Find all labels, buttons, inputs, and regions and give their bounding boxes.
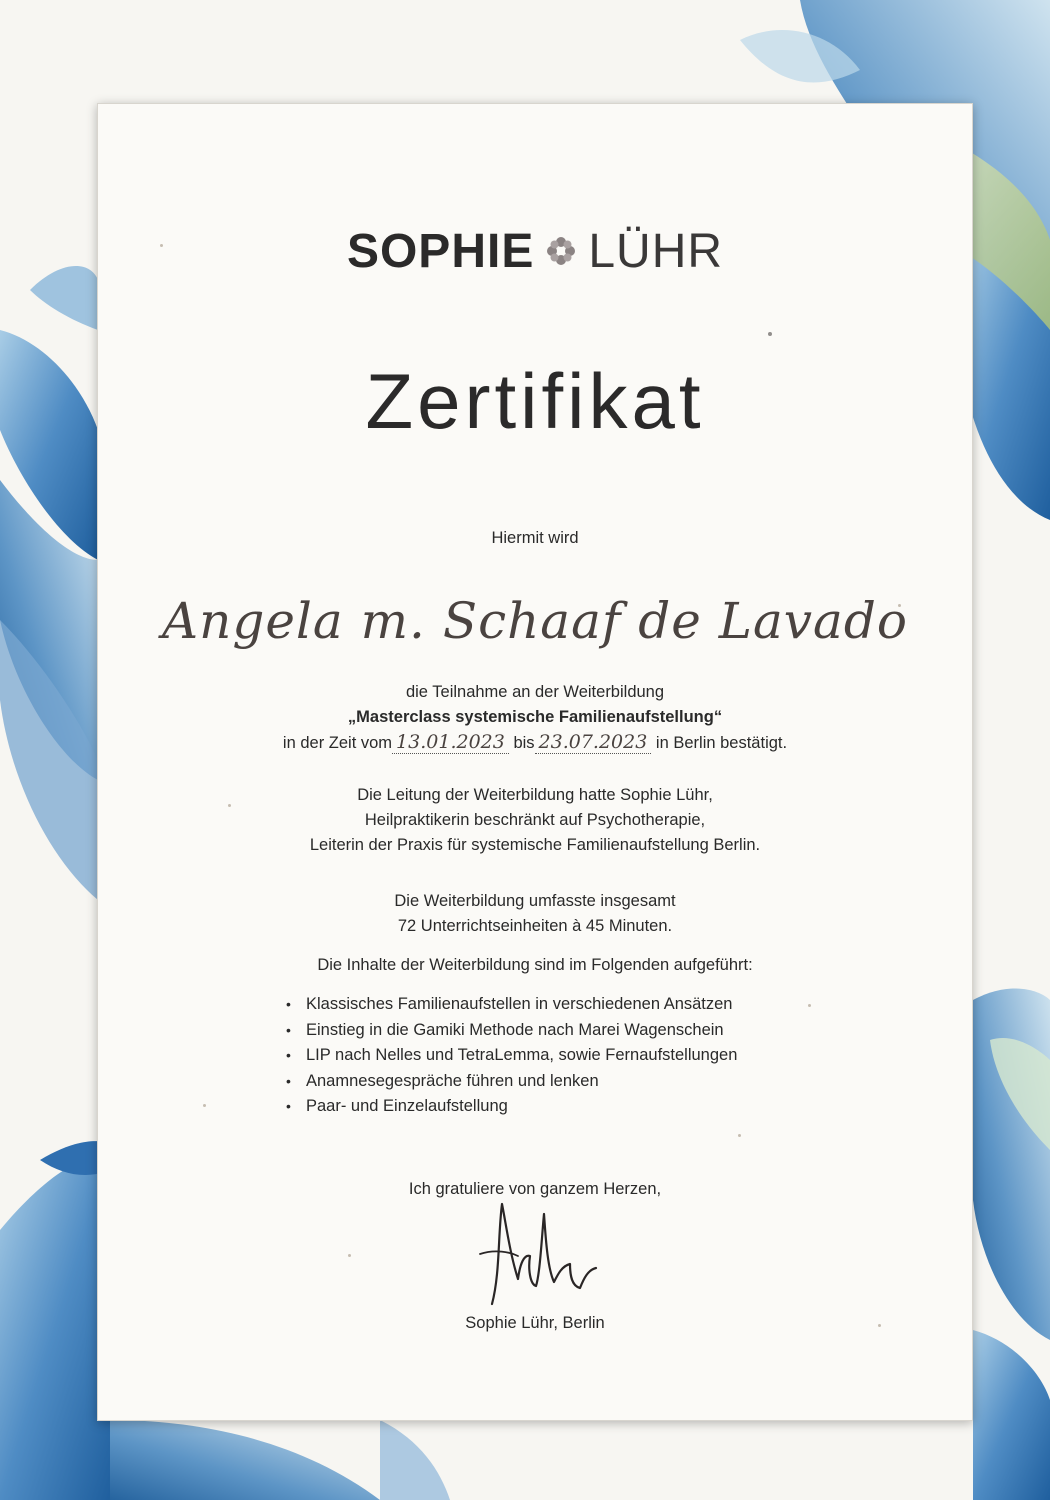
signatory-name: Sophie Lühr, Berlin: [465, 1314, 605, 1332]
leadership-line-1: Die Leitung der Weiterbildung hatte Sophie Lühr,: [357, 786, 713, 804]
certificate-title: Zertifikat: [365, 357, 705, 445]
leadership-line-2: Heilpraktikerin beschränkt auf Psychotherapie,: [364, 811, 706, 829]
flower-icon: [544, 234, 578, 268]
leaf-shape: [380, 1420, 450, 1500]
list-item: • Klassisches Familienaufstellen in verschiedenen Ansätzen: [286, 992, 737, 1018]
leaf-shape: [30, 266, 98, 330]
signature: [470, 1194, 620, 1324]
brand-first-name: SOPHIE: [346, 225, 535, 278]
brand-last-name: LÜHR: [588, 225, 724, 278]
list-item: • Anamnesegespräche führen und lenken: [286, 1069, 737, 1095]
participation-line: die Teilnahme an der Weiterbildung: [405, 683, 665, 701]
intro-text: Hiermit wird: [491, 529, 579, 547]
period-middle: bis: [513, 734, 535, 752]
list-item: • Paar- und Einzelaufstellung: [286, 1094, 737, 1120]
paper-speck: [738, 1134, 741, 1137]
paper-speck: [348, 1254, 351, 1257]
contents-heading: Die Inhalte der Weiterbildung sind im Folgenden aufgeführt:: [317, 956, 753, 974]
list-item: • LIP nach Nelles und TetraLemma, sowie Fernaufstellungen: [286, 1043, 737, 1069]
course-name: „Masterclass systemische Familienaufstellung“: [347, 708, 723, 726]
recipient-name: Angela m. Schaaf de Lavado: [162, 592, 908, 650]
leaf-shape: [973, 1330, 1050, 1500]
paper-speck: [203, 1104, 206, 1107]
paper-speck: [768, 332, 772, 336]
period-suffix: in Berlin bestätigt.: [655, 734, 788, 752]
contents-list: [286, 992, 737, 1120]
scope-line-2: 72 Unterrichtseinheiten à 45 Minuten.: [397, 917, 673, 935]
leaf-shape: [0, 1158, 110, 1500]
period-line: [98, 730, 972, 756]
date-from: 13.01.2023: [392, 731, 509, 754]
certificate-sheet: [97, 103, 973, 1421]
paper-speck: [808, 1004, 811, 1007]
list-item: • Einstieg in die Gamiki Methode nach Marei Wagenschein: [286, 1018, 737, 1044]
brand-logo: [98, 224, 972, 279]
date-to: 23.07.2023: [535, 731, 652, 754]
scope-line-1: Die Weiterbildung umfasste insgesamt: [394, 892, 676, 910]
period-prefix: in der Zeit vom: [282, 734, 393, 752]
leadership-line-3: Leiterin der Praxis für systemische Familienaufstellung Berlin.: [309, 836, 761, 854]
closing-text: Ich gratuliere von ganzem Herzen,: [408, 1180, 662, 1198]
leaf-shape: [110, 1420, 380, 1500]
